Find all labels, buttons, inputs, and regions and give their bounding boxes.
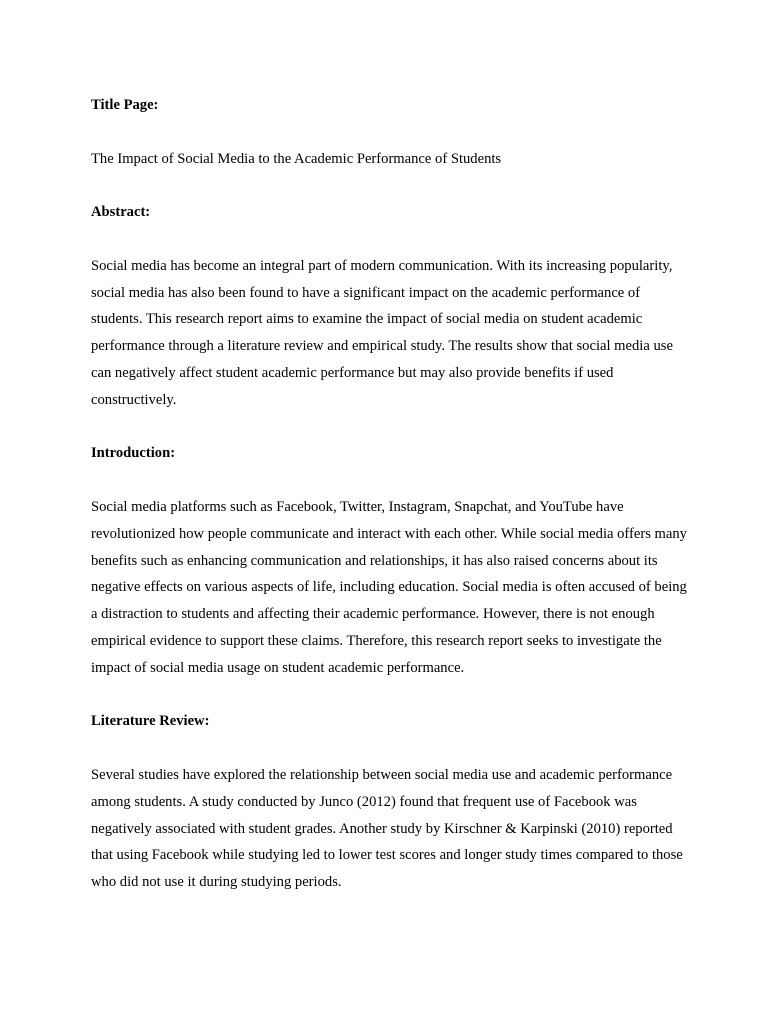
- document-body: [91, 92, 691, 923]
- title-page-heading: Title Page:: [91, 97, 159, 113]
- literature-review-heading: Literature Review:: [91, 713, 210, 730]
- abstract-paragraph: Social media has become an integral part of modern communication. With its increasing popularity, social media has also been found to have a significant impact on the academic performance of students. This research report aims to examine the impact of social media on student academic performance through a literature review and empirical study. The results show that social media use can negatively affect student academic performance but may also provide benefits if used constructively.: [91, 257, 673, 408]
- abstract-heading: Abstract:: [91, 204, 151, 221]
- introduction-paragraph: Social media platforms such as Facebook, Twitter, Instagram, Snapchat, and YouTube have revolutionized how people communicate and interact with each other. While social media offers many benefits such as enhancing communication and relationships, it has also raised concerns about its negative effects on various aspects of life, including education. Social media is often accused of being a distraction to students and affecting their academic performance. However, there is not enough empirical evidence to support these claims. Therefore, this research report seeks to investigate the impact of social media usage on student academic performance.: [91, 498, 687, 676]
- introduction-heading: Introduction:: [91, 445, 176, 462]
- literature-review-paragraph: Several studies have explored the relationship between social media use and academic performance among students. A study conducted by Junco (2012) found that frequent use of Facebook was negatively associated with student grades. Another study by Kirschner & Karpinski (2010) reported that using Facebook while studying led to lower test scores and longer study times compared to those who did not use it during studying periods.: [91, 766, 683, 891]
- document-title: The Impact of Social Media to the Academic Performance of Students: [91, 150, 502, 167]
